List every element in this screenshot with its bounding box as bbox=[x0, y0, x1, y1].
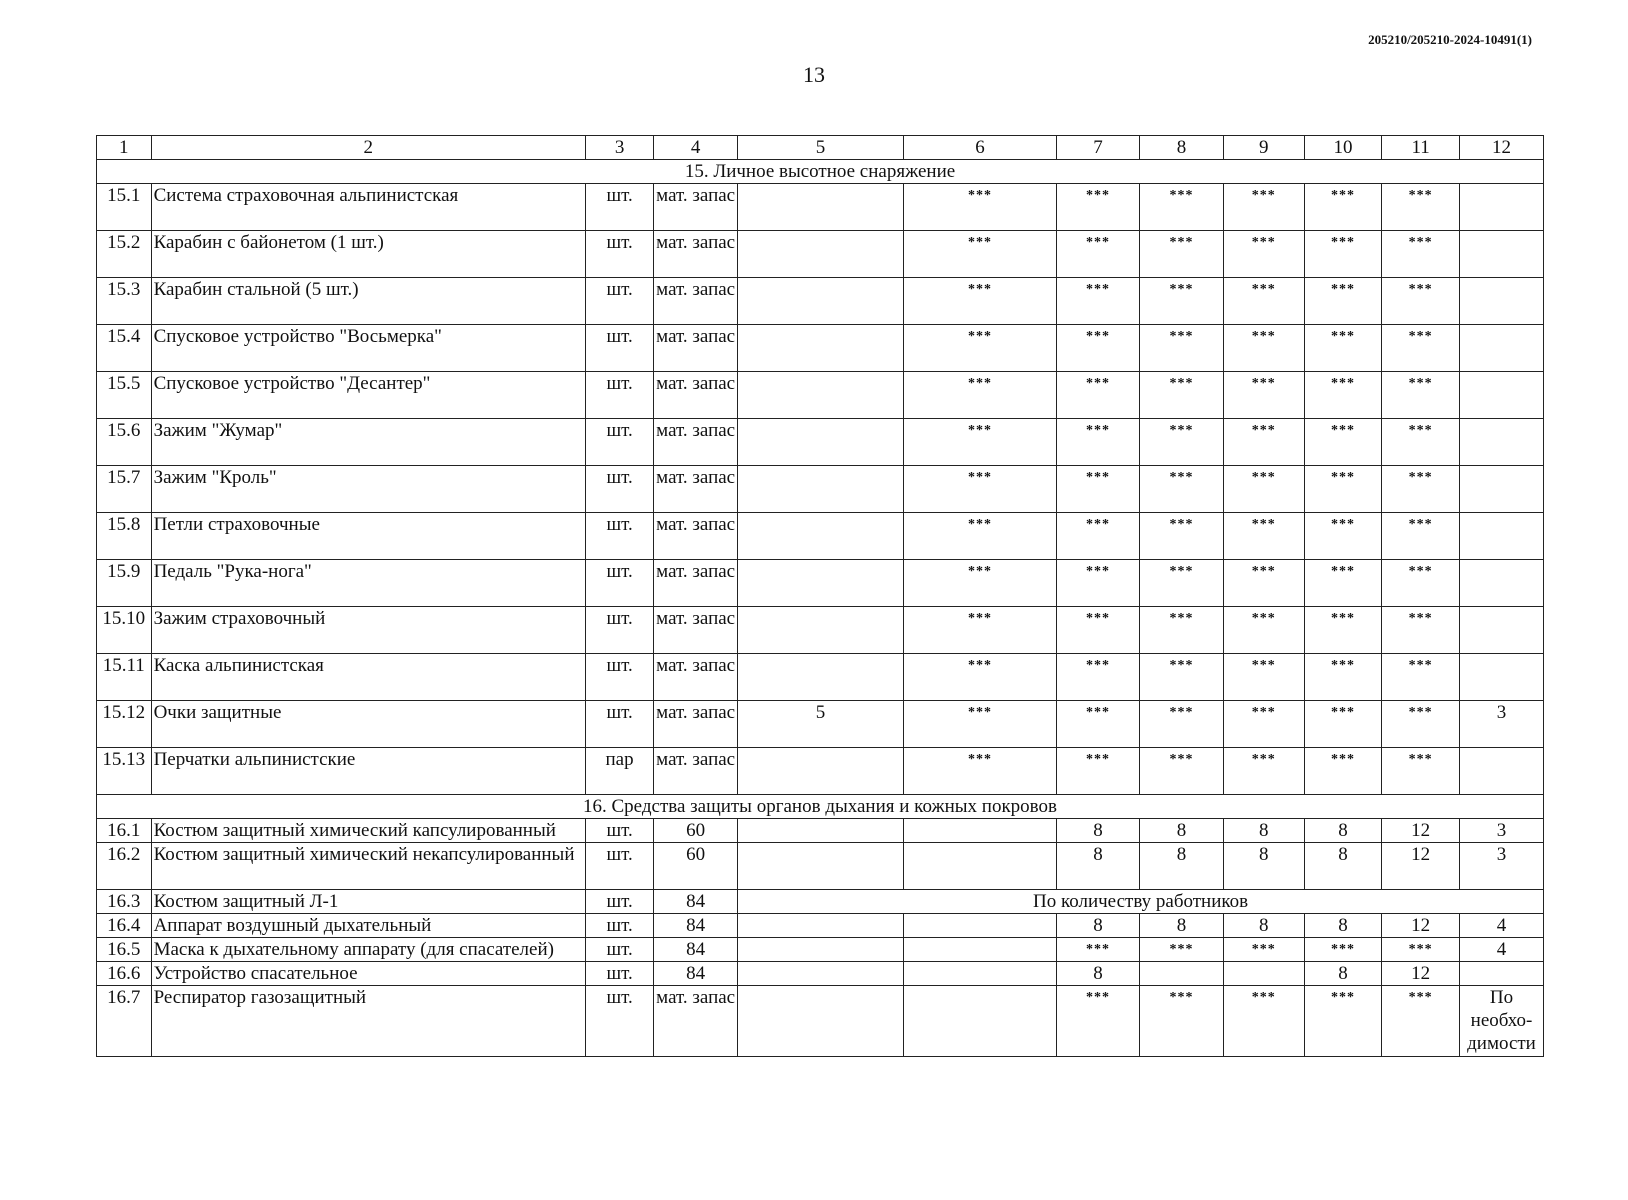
quantity-norm: мат. запас bbox=[654, 231, 738, 278]
value-cell-c11: *** bbox=[1382, 372, 1460, 419]
value-cell-c6: *** bbox=[903, 325, 1056, 372]
value-cell-c9: *** bbox=[1223, 748, 1304, 795]
row-number: 15.8 bbox=[97, 513, 152, 560]
header-cell: 12 bbox=[1459, 136, 1543, 160]
value-cell-c12 bbox=[1459, 278, 1543, 325]
unit: шт. bbox=[585, 560, 653, 607]
value-cell-c5 bbox=[738, 914, 904, 938]
value-cell-c10: 8 bbox=[1304, 819, 1382, 843]
item-name: Аппарат воздушный дыхательный bbox=[151, 914, 585, 938]
value-cell-c6 bbox=[903, 986, 1056, 1057]
value-cell-c8: *** bbox=[1139, 184, 1223, 231]
value-cell-c9: *** bbox=[1223, 607, 1304, 654]
value-cell-c8: *** bbox=[1139, 748, 1223, 795]
value-cell-c10: *** bbox=[1304, 607, 1382, 654]
value-cell-c7: *** bbox=[1057, 325, 1140, 372]
table-row bbox=[97, 325, 1544, 372]
value-cell-c12 bbox=[1459, 325, 1543, 372]
value-cell-c11: *** bbox=[1382, 938, 1460, 962]
unit: шт. bbox=[585, 184, 653, 231]
quantity-norm: 60 bbox=[654, 843, 738, 890]
quantity-norm: мат. запас bbox=[654, 560, 738, 607]
value-cell-c9: 8 bbox=[1223, 914, 1304, 938]
table-row bbox=[97, 654, 1544, 701]
value-cell-c6: *** bbox=[903, 748, 1056, 795]
value-cell-c9: *** bbox=[1223, 513, 1304, 560]
value-cell-c6: *** bbox=[903, 231, 1056, 278]
value-cell-c7: *** bbox=[1057, 184, 1140, 231]
item-name: Зажим страховочный bbox=[151, 607, 585, 654]
value-cell-c9: *** bbox=[1223, 184, 1304, 231]
value-cell-c8: *** bbox=[1139, 325, 1223, 372]
table-row bbox=[97, 607, 1544, 654]
quantity-norm: 84 bbox=[654, 938, 738, 962]
value-cell-c12: 3 bbox=[1459, 701, 1543, 748]
table-row bbox=[97, 890, 1544, 914]
value-cell-c12 bbox=[1459, 419, 1543, 466]
value-cell-c6 bbox=[903, 938, 1056, 962]
value-cell-c7: *** bbox=[1057, 607, 1140, 654]
table-row bbox=[97, 466, 1544, 513]
item-name: Спусковое устройство "Десантер" bbox=[151, 372, 585, 419]
table-row bbox=[97, 419, 1544, 466]
value-cell-c9: *** bbox=[1223, 372, 1304, 419]
unit: шт. bbox=[585, 231, 653, 278]
value-cell-c11: *** bbox=[1382, 701, 1460, 748]
value-cell-c5: 5 bbox=[738, 701, 904, 748]
row-number: 15.9 bbox=[97, 560, 152, 607]
value-cell-c7: *** bbox=[1057, 231, 1140, 278]
item-name: Перчатки альпинистские bbox=[151, 748, 585, 795]
value-cell-c6 bbox=[903, 962, 1056, 986]
unit: шт. bbox=[585, 513, 653, 560]
value-cell-c7: *** bbox=[1057, 513, 1140, 560]
value-cell-c8: 8 bbox=[1139, 914, 1223, 938]
value-cell-c8: 8 bbox=[1139, 819, 1223, 843]
value-cell-c8: *** bbox=[1139, 938, 1223, 962]
value-cell-c10: *** bbox=[1304, 513, 1382, 560]
value-cell-c6: *** bbox=[903, 372, 1056, 419]
value-cell-c5 bbox=[738, 513, 904, 560]
item-name: Костюм защитный химический некапсулированный bbox=[151, 843, 585, 890]
value-cell-c9: *** bbox=[1223, 419, 1304, 466]
value-cell-c11: *** bbox=[1382, 560, 1460, 607]
value-cell-c6: *** bbox=[903, 184, 1056, 231]
row-number: 15.11 bbox=[97, 654, 152, 701]
value-cell-c8 bbox=[1139, 962, 1223, 986]
quantity-norm: мат. запас bbox=[654, 466, 738, 513]
value-cell-c7: *** bbox=[1057, 748, 1140, 795]
value-cell-c11: 12 bbox=[1382, 914, 1460, 938]
quantity-norm: 60 bbox=[654, 819, 738, 843]
value-cell-c5 bbox=[738, 819, 904, 843]
value-cell-c11: 12 bbox=[1382, 962, 1460, 986]
item-name: Респиратор газозащитный bbox=[151, 986, 585, 1057]
quantity-norm: мат. запас bbox=[654, 701, 738, 748]
value-cell-c11: *** bbox=[1382, 986, 1460, 1057]
value-cell-c5 bbox=[738, 419, 904, 466]
value-cell-c9: *** bbox=[1223, 278, 1304, 325]
section-header-row bbox=[97, 795, 1544, 819]
value-cell-c12: По необхо- димости bbox=[1459, 986, 1543, 1057]
value-cell-c5 bbox=[738, 748, 904, 795]
value-cell-c7: *** bbox=[1057, 654, 1140, 701]
value-cell-c7: *** bbox=[1057, 938, 1140, 962]
value-cell-c6: *** bbox=[903, 513, 1056, 560]
unit: шт. bbox=[585, 819, 653, 843]
row-number: 16.4 bbox=[97, 914, 152, 938]
value-cell-c6: *** bbox=[903, 278, 1056, 325]
value-cell-c7: *** bbox=[1057, 419, 1140, 466]
row-number: 16.3 bbox=[97, 890, 152, 914]
value-cell-c5 bbox=[738, 607, 904, 654]
value-cell-c5 bbox=[738, 466, 904, 513]
table-row bbox=[97, 843, 1544, 890]
unit: шт. bbox=[585, 843, 653, 890]
value-cell-c11: *** bbox=[1382, 231, 1460, 278]
table-row bbox=[97, 938, 1544, 962]
value-cell-c7: 8 bbox=[1057, 819, 1140, 843]
value-cell-c7: *** bbox=[1057, 701, 1140, 748]
item-name: Очки защитные bbox=[151, 701, 585, 748]
value-cell-c12: 3 bbox=[1459, 819, 1543, 843]
table-row bbox=[97, 986, 1544, 1057]
value-cell-c10: *** bbox=[1304, 231, 1382, 278]
value-cell-c8: *** bbox=[1139, 607, 1223, 654]
value-cell-c12 bbox=[1459, 654, 1543, 701]
value-cell-c10: 8 bbox=[1304, 843, 1382, 890]
unit: шт. bbox=[585, 325, 653, 372]
value-cell-c5 bbox=[738, 654, 904, 701]
value-cell-c11: 12 bbox=[1382, 843, 1460, 890]
value-cell-c9: *** bbox=[1223, 701, 1304, 748]
value-cell-c10: *** bbox=[1304, 938, 1382, 962]
value-cell-c10: *** bbox=[1304, 466, 1382, 513]
value-cell-c6: *** bbox=[903, 466, 1056, 513]
value-cell-c11: *** bbox=[1382, 419, 1460, 466]
value-cell-c9: *** bbox=[1223, 560, 1304, 607]
value-cell-c9: *** bbox=[1223, 231, 1304, 278]
value-cell-c6: *** bbox=[903, 419, 1056, 466]
value-cell-c11: *** bbox=[1382, 184, 1460, 231]
quantity-norm: 84 bbox=[654, 914, 738, 938]
unit: шт. bbox=[585, 914, 653, 938]
value-cell-c11: 12 bbox=[1382, 819, 1460, 843]
table-row bbox=[97, 914, 1544, 938]
row-number: 16.6 bbox=[97, 962, 152, 986]
value-cell-c6: *** bbox=[903, 607, 1056, 654]
value-cell-c5 bbox=[738, 184, 904, 231]
header-cell: 4 bbox=[654, 136, 738, 160]
value-cell-c7: *** bbox=[1057, 278, 1140, 325]
quantity-norm: мат. запас bbox=[654, 372, 738, 419]
value-cell-c5 bbox=[738, 372, 904, 419]
quantity-norm: мат. запас bbox=[654, 654, 738, 701]
header-cell: 10 bbox=[1304, 136, 1382, 160]
unit: шт. bbox=[585, 466, 653, 513]
value-cell-c8: *** bbox=[1139, 372, 1223, 419]
item-name: Карабин с байонетом (1 шт.) bbox=[151, 231, 585, 278]
table-row bbox=[97, 748, 1544, 795]
value-cell-c11: *** bbox=[1382, 607, 1460, 654]
value-cell-c5 bbox=[738, 938, 904, 962]
value-cell-c8: *** bbox=[1139, 419, 1223, 466]
value-cell-c10: *** bbox=[1304, 325, 1382, 372]
unit: шт. bbox=[585, 890, 653, 914]
value-cell-c11: *** bbox=[1382, 278, 1460, 325]
value-cell-c9: 8 bbox=[1223, 843, 1304, 890]
value-cell-c11: *** bbox=[1382, 654, 1460, 701]
value-cell-c5 bbox=[738, 325, 904, 372]
value-cell-c5 bbox=[738, 986, 904, 1057]
unit: шт. bbox=[585, 938, 653, 962]
value-cell-c12 bbox=[1459, 962, 1543, 986]
header-cell: 7 bbox=[1057, 136, 1140, 160]
value-cell-c10: *** bbox=[1304, 184, 1382, 231]
table-row bbox=[97, 962, 1544, 986]
value-cell-c8: *** bbox=[1139, 701, 1223, 748]
item-name: Каска альпинистская bbox=[151, 654, 585, 701]
value-cell-c6: *** bbox=[903, 701, 1056, 748]
row-number: 16.7 bbox=[97, 986, 152, 1057]
table-row bbox=[97, 701, 1544, 748]
unit: шт. bbox=[585, 962, 653, 986]
unit: шт. bbox=[585, 654, 653, 701]
table-body bbox=[97, 136, 1544, 1057]
value-cell-c9: *** bbox=[1223, 466, 1304, 513]
value-cell-c9: *** bbox=[1223, 938, 1304, 962]
row-number: 16.5 bbox=[97, 938, 152, 962]
value-cell-c7: *** bbox=[1057, 986, 1140, 1057]
value-cell-c9: *** bbox=[1223, 325, 1304, 372]
value-cell-c11: *** bbox=[1382, 466, 1460, 513]
value-cell-c6 bbox=[903, 914, 1056, 938]
value-cell-c7: 8 bbox=[1057, 843, 1140, 890]
value-cell-c8: *** bbox=[1139, 466, 1223, 513]
value-cell-c7: 8 bbox=[1057, 962, 1140, 986]
table-row bbox=[97, 231, 1544, 278]
item-name: Педаль "Рука-нога" bbox=[151, 560, 585, 607]
section-title: 16. Средства защиты органов дыхания и кожных покровов bbox=[97, 795, 1544, 819]
row-number: 15.6 bbox=[97, 419, 152, 466]
value-cell-c12 bbox=[1459, 513, 1543, 560]
row-number: 16.2 bbox=[97, 843, 152, 890]
value-cell-c10: *** bbox=[1304, 986, 1382, 1057]
value-cell-c10: 8 bbox=[1304, 962, 1382, 986]
row-number: 15.3 bbox=[97, 278, 152, 325]
value-cell-c12: 3 bbox=[1459, 843, 1543, 890]
value-cell-c6 bbox=[903, 843, 1056, 890]
value-cell-c12: 4 bbox=[1459, 938, 1543, 962]
unit: шт. bbox=[585, 278, 653, 325]
value-cell-c10: 8 bbox=[1304, 914, 1382, 938]
quantity-norm: 84 bbox=[654, 962, 738, 986]
value-cell-c7: 8 bbox=[1057, 914, 1140, 938]
header-cell: 3 bbox=[585, 136, 653, 160]
item-name: Система страховочная альпинистская bbox=[151, 184, 585, 231]
quantity-norm: мат. запас bbox=[654, 513, 738, 560]
header-cell: 2 bbox=[151, 136, 585, 160]
section-header-row bbox=[97, 160, 1544, 184]
quantity-norm: мат. запас bbox=[654, 748, 738, 795]
row-number: 15.13 bbox=[97, 748, 152, 795]
unit: пар bbox=[585, 748, 653, 795]
value-cell-c12 bbox=[1459, 748, 1543, 795]
value-cell-c12 bbox=[1459, 466, 1543, 513]
value-cell-c7: *** bbox=[1057, 372, 1140, 419]
value-cell-c8: *** bbox=[1139, 654, 1223, 701]
value-cell-c8: *** bbox=[1139, 231, 1223, 278]
quantity-norm: мат. запас bbox=[654, 607, 738, 654]
unit: шт. bbox=[585, 419, 653, 466]
value-cell-c5 bbox=[738, 560, 904, 607]
quantity-norm: мат. запас bbox=[654, 419, 738, 466]
unit: шт. bbox=[585, 607, 653, 654]
quantity-norm: мат. запас bbox=[654, 278, 738, 325]
value-cell-c9: *** bbox=[1223, 986, 1304, 1057]
value-cell-c11: *** bbox=[1382, 748, 1460, 795]
header-cell: 8 bbox=[1139, 136, 1223, 160]
item-name: Зажим "Кроль" bbox=[151, 466, 585, 513]
header-cell: 9 bbox=[1223, 136, 1304, 160]
value-cell-c5 bbox=[738, 962, 904, 986]
header-row bbox=[97, 136, 1544, 160]
item-name: Зажим "Жумар" bbox=[151, 419, 585, 466]
value-cell-c6: *** bbox=[903, 560, 1056, 607]
unit: шт. bbox=[585, 986, 653, 1057]
table-row bbox=[97, 560, 1544, 607]
unit: шт. bbox=[585, 372, 653, 419]
value-cell-c11: *** bbox=[1382, 513, 1460, 560]
header-cell: 11 bbox=[1382, 136, 1460, 160]
value-cell-c8: *** bbox=[1139, 560, 1223, 607]
value-cell-c8: *** bbox=[1139, 278, 1223, 325]
row-number: 15.7 bbox=[97, 466, 152, 513]
quantity-norm: мат. запас bbox=[654, 986, 738, 1057]
value-cell-c12 bbox=[1459, 372, 1543, 419]
unit: шт. bbox=[585, 701, 653, 748]
value-cell-c10: *** bbox=[1304, 701, 1382, 748]
value-cell-c7: *** bbox=[1057, 560, 1140, 607]
value-cell-c6: *** bbox=[903, 654, 1056, 701]
value-cell-c10: *** bbox=[1304, 748, 1382, 795]
quantity-norm: мат. запас bbox=[654, 184, 738, 231]
item-name: Костюм защитный химический капсулированный bbox=[151, 819, 585, 843]
value-cell-c12 bbox=[1459, 231, 1543, 278]
value-cell-c12 bbox=[1459, 184, 1543, 231]
table-row bbox=[97, 372, 1544, 419]
row-number: 15.2 bbox=[97, 231, 152, 278]
value-cell-c10: *** bbox=[1304, 372, 1382, 419]
page-number: 13 bbox=[803, 62, 825, 87]
item-name: Маска к дыхательному аппарату (для спасателей) bbox=[151, 938, 585, 962]
item-name: Карабин стальной (5 шт.) bbox=[151, 278, 585, 325]
row-number: 15.12 bbox=[97, 701, 152, 748]
row-number: 15.1 bbox=[97, 184, 152, 231]
item-name: Костюм защитный Л-1 bbox=[151, 890, 585, 914]
item-name: Устройство спасательное bbox=[151, 962, 585, 986]
value-cell-c11: *** bbox=[1382, 325, 1460, 372]
row-number: 15.4 bbox=[97, 325, 152, 372]
value-cell-c10: *** bbox=[1304, 560, 1382, 607]
item-name: Спусковое устройство "Восьмерка" bbox=[151, 325, 585, 372]
value-cell-c6 bbox=[903, 819, 1056, 843]
value-cell-c9: 8 bbox=[1223, 819, 1304, 843]
table-row bbox=[97, 819, 1544, 843]
value-cell-c9 bbox=[1223, 962, 1304, 986]
value-cell-c8: *** bbox=[1139, 986, 1223, 1057]
value-cell-c8: *** bbox=[1139, 513, 1223, 560]
value-cell-c5 bbox=[738, 231, 904, 278]
value-cell-c10: *** bbox=[1304, 278, 1382, 325]
row-number: 15.10 bbox=[97, 607, 152, 654]
value-cell-c10: *** bbox=[1304, 654, 1382, 701]
equipment-table bbox=[96, 135, 1544, 1057]
row-number: 15.5 bbox=[97, 372, 152, 419]
value-cell-c7: *** bbox=[1057, 466, 1140, 513]
value-cell-c9: *** bbox=[1223, 654, 1304, 701]
value-cell-c12 bbox=[1459, 607, 1543, 654]
value-cell-c10: *** bbox=[1304, 419, 1382, 466]
merged-note: По количеству работников bbox=[738, 890, 1544, 914]
header-cell: 1 bbox=[97, 136, 152, 160]
item-name: Петли страховочные bbox=[151, 513, 585, 560]
header-cell: 5 bbox=[738, 136, 904, 160]
table-row bbox=[97, 513, 1544, 560]
header-cell: 6 bbox=[903, 136, 1056, 160]
value-cell-c5 bbox=[738, 843, 904, 890]
value-cell-c8: 8 bbox=[1139, 843, 1223, 890]
section-title: 15. Личное высотное снаряжение bbox=[97, 160, 1544, 184]
document-id: 205210/205210-2024-10491(1) bbox=[1368, 32, 1532, 47]
row-number: 16.1 bbox=[97, 819, 152, 843]
value-cell-c5 bbox=[738, 278, 904, 325]
quantity-norm: мат. запас bbox=[654, 325, 738, 372]
value-cell-c12 bbox=[1459, 560, 1543, 607]
quantity-norm: 84 bbox=[654, 890, 738, 914]
table-row bbox=[97, 278, 1544, 325]
value-cell-c12: 4 bbox=[1459, 914, 1543, 938]
table-row bbox=[97, 184, 1544, 231]
